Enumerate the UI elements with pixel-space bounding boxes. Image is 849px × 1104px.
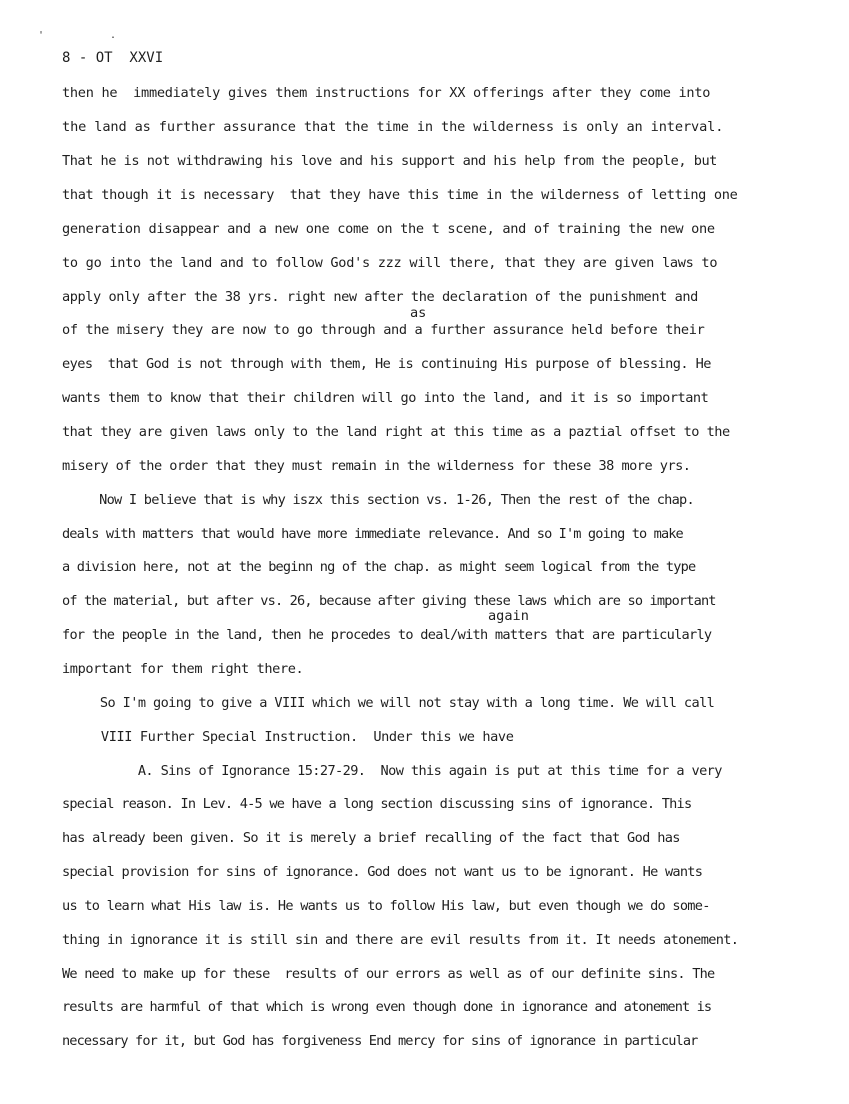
text-line-4: that though it is necessary that they have this time in the wilderness of letting one <box>62 187 738 203</box>
stray-marks: ' . <box>38 30 147 41</box>
text-line-19: So I'm going to give a VIII which we will not stay with a long time. We will call <box>62 695 715 711</box>
text-line-14: deals with matters that would have more immediate relevance. And so I'm going to make <box>62 526 683 542</box>
text-line-22: special reason. In Lev. 4-5 we have a long section discussing sins of ignorance. This <box>62 796 692 812</box>
insertion-again: again <box>488 608 529 624</box>
text-line-5: generation disappear and a new one come on the t scene, and of training the new one <box>62 221 715 237</box>
text-line-17: for the people in the land, then he procedes to deal/with matters that are particularly <box>62 627 712 643</box>
text-line-27: We need to make up for these results of our errors as well as of our definite sins. The <box>62 966 715 982</box>
text-line-13: Now I believe that is why iszx this section vs. 1-26, Then the rest of the chap. <box>62 492 694 508</box>
text-line-20: VIII Further Special Instruction. Under this we have <box>62 729 514 745</box>
text-line-23: has already been given. So it is merely a brief recalling of the fact that God has <box>62 830 680 846</box>
text-line-15: a division here, not at the beginn ng of the chap. as might seem logical from the type <box>62 559 696 575</box>
text-line-24: special provision for sins of ignorance. God does not want us to be ignorant. He wants <box>62 864 703 880</box>
text-line-10: wants them to know that their children will go into the land, and it is so important <box>62 390 709 406</box>
text-line-16: of the material, but after vs. 26, because after giving these laws which are so important <box>62 593 716 609</box>
text-line-6: to go into the land and to follow God's zzz will there, that they are given laws to <box>62 255 718 271</box>
text-line-7: apply only after the 38 yrs. right new after the declaration of the punishment and <box>62 289 698 305</box>
page-header: 8 - OT XXVI <box>62 50 164 66</box>
insertion-as: as <box>410 305 427 321</box>
text-line-8: of the misery they are now to go through and a further assurance held before their <box>62 322 705 338</box>
text-line-29: necessary for it, but God has forgiveness End mercy for sins of ignorance in particular <box>62 1033 698 1049</box>
text-line-25: us to learn what His law is. He wants us to follow His law, but even though we do some- <box>62 898 710 914</box>
text-line-9: eyes that God is not through with them, He is continuing His purpose of blessing. He <box>62 356 711 372</box>
text-line-1: then he immediately gives them instructions for XX offerings after they come into <box>62 85 711 101</box>
text-line-12: misery of the order that they must remain in the wilderness for these 38 more yrs. <box>62 458 691 474</box>
text-line-26: thing in ignorance it is still sin and there are evil results from it. It needs atonement. <box>62 932 739 948</box>
text-line-11: that they are given laws only to the land right at this time as a paztial offset to the <box>62 424 730 440</box>
text-line-18: important for them right there. <box>62 661 304 677</box>
text-line-28: results are harmful of that which is wrong even though done in ignorance and atonement is <box>62 999 712 1015</box>
text-line-3: That he is not withdrawing his love and his support and his help from the people, but <box>62 153 717 169</box>
text-line-21: A. Sins of Ignorance 15:27-29. Now this again is put at this time for a very <box>62 763 722 779</box>
text-line-2: the land as further assurance that the time in the wilderness is only an interval. <box>62 119 724 135</box>
